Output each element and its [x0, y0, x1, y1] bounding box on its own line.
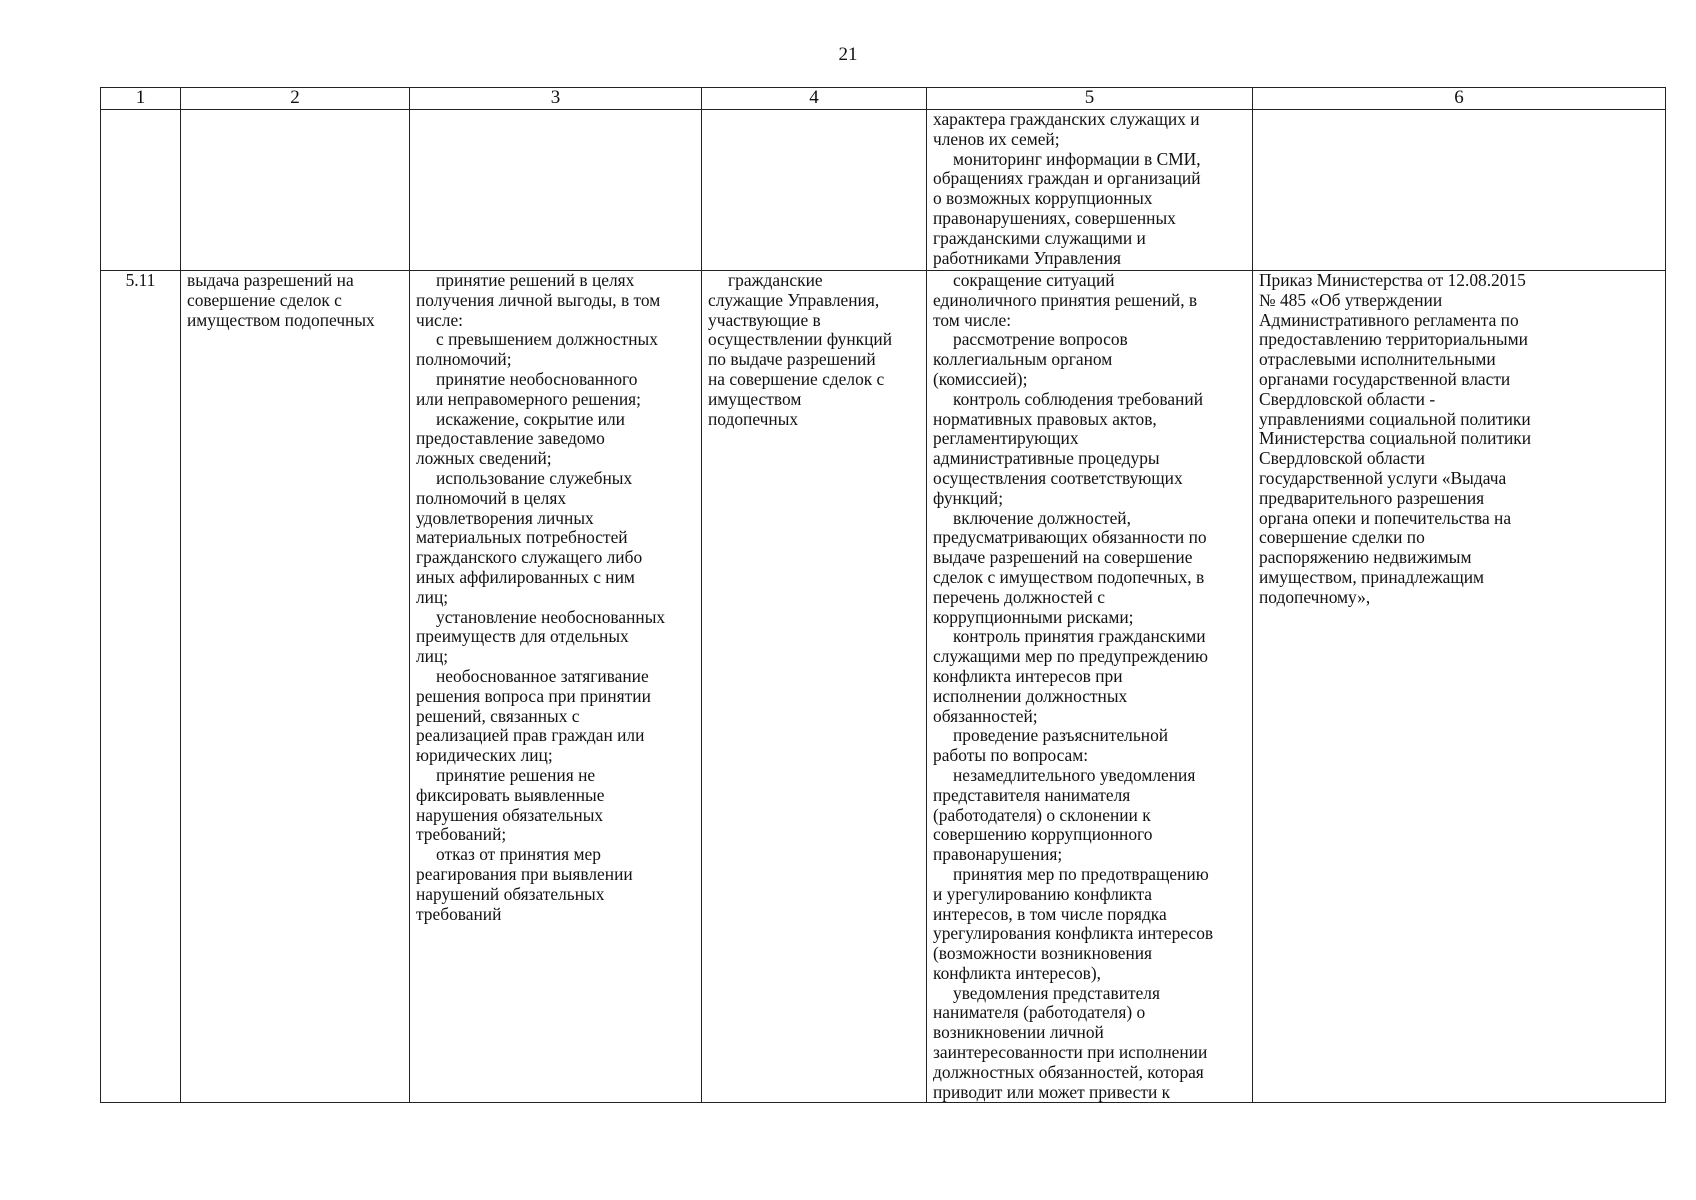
text-line: рассмотрение вопросов — [953, 329, 1128, 350]
text-line: представителя нанимателя — [933, 784, 1131, 805]
cell-function — [181, 271, 410, 1103]
text-line: требований — [416, 903, 502, 924]
text-line: служащими мер по предупреждению — [933, 646, 1209, 667]
text-line: требований; — [416, 824, 507, 845]
cell-positions — [702, 271, 927, 1103]
text-line: на совершение сделок с — [708, 368, 885, 389]
text-line: управлениями социальной политики — [1259, 408, 1531, 429]
text-line: правонарушениях, совершенных — [933, 207, 1176, 228]
text-line: характера гражданских служащих и — [933, 109, 1200, 129]
text-line: с превышением должностных — [436, 329, 658, 350]
text-line: сделок с имуществом подопечных, в — [933, 566, 1205, 587]
text-line: фиксировать выявленные — [416, 784, 605, 805]
text-line: (работодателя) о склонении к — [933, 804, 1151, 825]
text-line: предварительного разрешения — [1259, 487, 1485, 508]
text-line: правонарушения; — [933, 844, 1063, 865]
text-line: имуществом, принадлежащим — [1259, 566, 1485, 587]
text-line: использование служебных — [436, 467, 633, 488]
text-line: имуществом — [708, 388, 802, 409]
text-line: исполнении должностных — [933, 685, 1128, 706]
column-header-6: 6 — [1253, 88, 1666, 110]
text-line: нарушений обязательных — [416, 883, 605, 904]
text-line: необоснованное затягивание — [436, 665, 649, 686]
text-line: реализацией прав граждан или — [416, 725, 645, 746]
text-line: работы по вопросам: — [933, 745, 1089, 766]
text-line: совершение сделок с — [187, 289, 342, 310]
text-line: распоряжению недвижимым — [1259, 547, 1472, 568]
text-line: государственной услуги «Выдача — [1259, 467, 1507, 488]
text-line: отраслевыми исполнительными — [1259, 349, 1496, 370]
text-line: конфликта интересов при — [933, 665, 1123, 686]
text-line: урегулирования конфликта интересов — [933, 923, 1214, 944]
text-line: установление необоснованных — [436, 606, 666, 627]
text-line: удовлетворения личных — [416, 507, 594, 528]
text-line: том числе: — [933, 309, 1012, 330]
text-line: полномочий; — [416, 349, 512, 370]
text-line: коррупционными рисками; — [933, 606, 1134, 627]
text-line: имуществом подопечных — [187, 309, 375, 330]
text-line: выдача разрешений на — [187, 270, 354, 290]
text-line: гражданского служащего либо — [416, 547, 643, 568]
text-line: контроль соблюдения требований — [953, 388, 1204, 409]
text-line: совершению коррупционного — [933, 824, 1153, 845]
cell-legal-basis — [1253, 271, 1666, 1103]
text-line: отказ от принятия мер — [436, 844, 601, 865]
text-line: предусматривающих обязанности по — [933, 527, 1207, 548]
cell-continuation-measures — [927, 110, 1253, 271]
text-line: Приказ Министерства от 12.08.2015 — [1259, 270, 1526, 290]
text-line: о возможных коррупционных — [933, 188, 1153, 209]
text-line: (возможности возникновения — [933, 943, 1153, 964]
cell-continuation-col6 — [1253, 110, 1666, 271]
text-line: Свердловской области - — [1259, 388, 1436, 409]
table-header-row — [101, 88, 1666, 110]
text-line: членов их семей; — [933, 128, 1060, 149]
cell-continuation-col2 — [181, 110, 410, 271]
table-row-5-11 — [101, 271, 1666, 1103]
text-line: искажение, сокрытие или — [436, 408, 625, 429]
text-line: органами государственной власти — [1259, 368, 1511, 389]
text-line: функций; — [933, 487, 1004, 508]
text-line: принятие необоснованного — [436, 368, 638, 389]
text-line: подопечному», — [1259, 586, 1371, 607]
text-line: служащие Управления, — [708, 289, 880, 310]
text-line: ложных сведений; — [416, 448, 552, 469]
text-line: мониторинг информации в СМИ, — [953, 148, 1201, 169]
text-line: возникновении личной — [933, 1022, 1104, 1043]
text-line: нарушения обязательных — [416, 804, 604, 825]
text-line: заинтересованности при исполнении — [933, 1042, 1208, 1063]
text-line: перечень должностей с — [933, 586, 1105, 607]
text-line: лиц; — [416, 586, 449, 607]
text-line: контроль принятия гражданскими — [953, 626, 1206, 647]
text-line: преимуществ для отдельных — [416, 626, 629, 647]
cell-corruption-risks — [410, 271, 702, 1103]
table-row-continuation — [101, 110, 1666, 271]
text-line: уведомления представителя — [953, 982, 1160, 1003]
text-line: регламентирующих — [933, 428, 1079, 449]
text-line: проведение разъяснительной — [953, 725, 1169, 746]
text-line: административные процедуры — [933, 448, 1160, 469]
text-line: участвующие в — [708, 309, 821, 330]
text-line: незамедлительного уведомления — [953, 764, 1196, 785]
text-line: включение должностей, — [953, 507, 1131, 528]
text-line: обязанностей; — [933, 705, 1038, 726]
text-line: совершение сделки по — [1259, 527, 1425, 548]
column-header-4: 4 — [702, 88, 927, 110]
text-line: коллегиальным органом — [933, 349, 1113, 370]
text-line: принятие решений в целях — [436, 270, 635, 290]
text-line: единоличного принятия решений, в — [933, 289, 1198, 310]
cell-continuation-col3 — [410, 110, 702, 271]
text-line: принятия мер по предотвращению — [953, 863, 1209, 884]
column-header-3: 3 — [410, 88, 702, 110]
cell-prevention-measures — [927, 271, 1253, 1103]
text-line: числе: — [416, 309, 464, 330]
text-line: приводит или может привести к — [933, 1081, 1171, 1102]
text-line: юридических лиц; — [416, 745, 553, 766]
text-line: обращениях граждан и организаций — [933, 168, 1201, 189]
cell-continuation-col1 — [101, 110, 181, 271]
text-line: предоставление заведомо — [416, 428, 605, 449]
page-number: 21 — [838, 44, 858, 65]
text-line: или неправомерного решения; — [416, 388, 641, 409]
cell-item-number: 5.11 — [101, 271, 181, 1103]
text-line: гражданские — [728, 270, 823, 290]
text-line: материальных потребностей — [416, 527, 628, 548]
text-line: Министерства социальной политики — [1259, 428, 1532, 449]
text-line: осуществления соответствующих — [933, 467, 1183, 488]
text-line: органа опеки и попечительства на — [1259, 507, 1512, 528]
text-line: решений, связанных с — [416, 705, 580, 726]
text-line: осуществлении функций — [708, 329, 893, 350]
text-line: Свердловской области — [1259, 448, 1425, 469]
text-line: гражданскими служащими и — [933, 227, 1146, 248]
text-line: (комиссией); — [933, 368, 1028, 389]
text-line: реагирования при выявлении — [416, 863, 633, 884]
text-line: должностных обязанностей, которая — [933, 1061, 1204, 1082]
column-header-5: 5 — [927, 88, 1253, 110]
text-line: интересов, в том числе порядка — [933, 903, 1167, 924]
column-header-1: 1 — [101, 88, 181, 110]
text-line: иных аффилированных с ним — [416, 566, 635, 587]
regulation-table — [100, 87, 1666, 1103]
text-line: выдаче разрешений на совершение — [933, 547, 1193, 568]
text-line: подопечных — [708, 408, 799, 429]
text-line: принятие решения не — [436, 764, 596, 785]
text-line: и урегулированию конфликта — [933, 883, 1152, 904]
text-line: Административного регламента по — [1259, 309, 1519, 330]
text-line: получения личной выгоды, в том — [416, 289, 661, 310]
text-line: лиц; — [416, 646, 449, 667]
cell-continuation-col4 — [702, 110, 927, 271]
text-line: конфликта интересов), — [933, 962, 1102, 983]
text-line: работниками Управления — [933, 247, 1122, 268]
text-line: сокращение ситуаций — [953, 270, 1115, 290]
text-line: нормативных правовых актов, — [933, 408, 1157, 429]
text-line: решения вопроса при принятии — [416, 685, 651, 706]
text-line: предоставлению территориальными — [1259, 329, 1528, 350]
text-line: № 485 «Об утверждении — [1259, 289, 1443, 310]
text-line: по выдаче разрешений — [708, 349, 876, 370]
text-line: полномочий в целях — [416, 487, 567, 508]
column-header-2: 2 — [181, 88, 410, 110]
text-line: нанимателя (работодателя) о — [933, 1002, 1146, 1023]
